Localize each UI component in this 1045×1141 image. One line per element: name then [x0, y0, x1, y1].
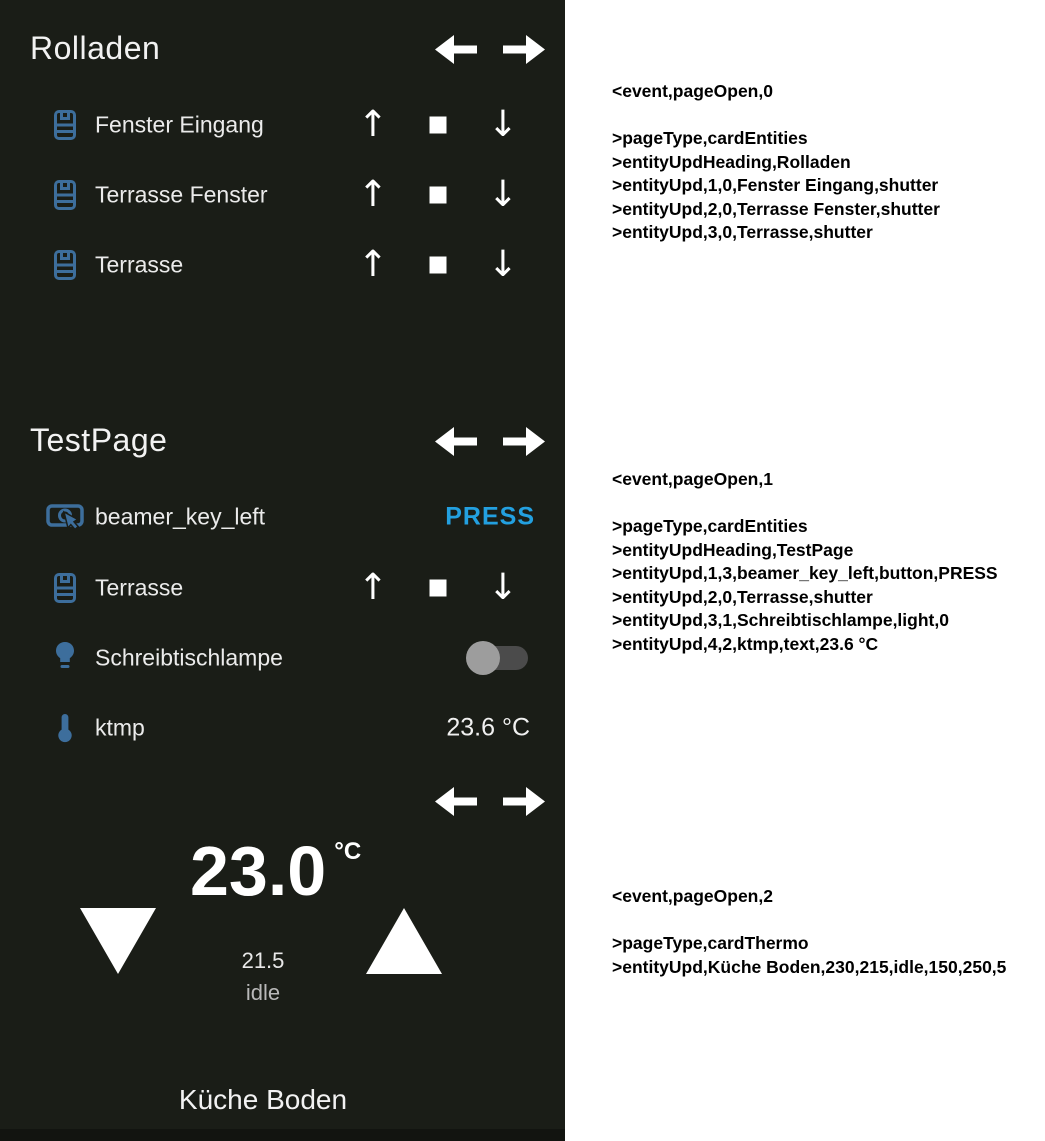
protocol-line: >pageType,cardThermo	[612, 933, 809, 953]
protocol-line: >entityUpd,2,0,Terrasse Fenster,shutter	[612, 198, 940, 219]
entity-label: Terrasse	[95, 251, 184, 278]
protocol-line: >entityUpd,1,0,Fenster Eingang,shutter	[612, 175, 939, 195]
protocol-block-page0	[612, 80, 940, 245]
nav-prev-icon[interactable]	[435, 784, 477, 819]
shutter-up-button[interactable]: ↑	[357, 104, 389, 145]
protocol-line: >entityUpd,Küche Boden,230,215,idle,150,250,5	[612, 956, 1007, 977]
protocol-block-page1	[612, 468, 998, 656]
nav-arrows-rolladen	[435, 32, 545, 67]
entity-label: ktmp	[95, 714, 145, 741]
shutter-stop-button[interactable]	[430, 580, 447, 597]
press-button[interactable]: PRESS	[445, 502, 535, 531]
shutter-up-button[interactable]: ↑	[357, 174, 389, 215]
gesture-tap-button-icon	[45, 497, 85, 537]
protocol-line: >pageType,cardEntities	[612, 516, 808, 536]
entity-label: Terrasse Fenster	[95, 181, 268, 208]
window-shutter-icon	[45, 573, 85, 603]
entity-row	[0, 553, 565, 623]
entity-label: Schreibtischlampe	[95, 644, 283, 671]
protocol-log	[565, 0, 1045, 1141]
window-shutter-icon	[45, 180, 85, 210]
nav-arrows-testpage	[435, 424, 545, 459]
protocol-line: >entityUpd,4,2,ktmp,text,23.6 °C	[612, 633, 879, 654]
protocol-event-line: <event,pageOpen,2	[612, 886, 773, 906]
entity-row	[0, 230, 565, 300]
shutter-stop-button[interactable]	[430, 117, 447, 134]
stop-icon	[430, 187, 447, 204]
nav-arrows-thermo	[435, 784, 545, 819]
page-title-rolladen: Rolladen	[30, 30, 161, 66]
nav-prev-icon[interactable]	[435, 424, 477, 459]
protocol-line: >pageType,cardEntities	[612, 128, 808, 148]
temp-increase-button[interactable]	[366, 908, 442, 974]
protocol-event-line: <event,pageOpen,0	[612, 81, 773, 101]
current-temperature	[190, 832, 362, 910]
nav-next-icon[interactable]	[503, 424, 545, 459]
protocol-line: >entityUpd,2,0,Terrasse,shutter	[612, 586, 873, 607]
light-toggle-off[interactable]	[468, 646, 528, 670]
nav-next-icon[interactable]	[503, 32, 545, 67]
entity-label: beamer_key_left	[95, 503, 266, 530]
shutter-down-button[interactable]: ↓	[487, 174, 519, 215]
shutter-stop-button[interactable]	[430, 257, 447, 274]
stop-icon	[430, 580, 447, 597]
entity-row	[0, 482, 565, 552]
toggle-knob	[466, 641, 500, 675]
entity-row	[0, 90, 565, 160]
protocol-block-page2	[612, 885, 1006, 979]
shutter-down-button[interactable]: ↓	[487, 104, 519, 145]
panel-bottom-strip	[0, 1129, 565, 1141]
window-shutter-icon	[45, 110, 85, 140]
stop-icon	[430, 117, 447, 134]
protocol-line: >entityUpd,3,1,Schreibtischlampe,light,0	[612, 610, 949, 630]
stop-icon	[430, 257, 447, 274]
entity-text-value: 23.6 °C	[446, 713, 530, 742]
thermometer-icon	[45, 713, 85, 743]
protocol-event-line: <event,pageOpen,1	[612, 469, 773, 489]
current-temperature-value: 23.0	[190, 832, 327, 910]
thermostat-title: Küche Boden	[178, 1084, 348, 1115]
entity-row	[0, 693, 565, 763]
lightbulb-icon	[45, 641, 85, 675]
protocol-line: >entityUpd,3,0,Terrasse,shutter	[612, 222, 873, 242]
entity-label: Terrasse	[95, 574, 184, 601]
window-shutter-icon	[45, 250, 85, 280]
shutter-up-button[interactable]: ↑	[357, 244, 389, 285]
entity-row	[0, 160, 565, 230]
temperature-unit: °C	[334, 838, 362, 865]
shutter-down-button[interactable]: ↓	[487, 244, 519, 285]
hvac-state: idle	[245, 980, 281, 1005]
nav-prev-icon[interactable]	[435, 32, 477, 67]
nav-next-icon[interactable]	[503, 784, 545, 819]
entity-label: Fenster Eingang	[95, 111, 264, 138]
target-temperature: 21.5	[241, 948, 285, 973]
shutter-down-button[interactable]: ↓	[487, 567, 519, 608]
entity-row	[0, 623, 565, 693]
page-title-testpage: TestPage	[30, 422, 168, 458]
protocol-line: >entityUpdHeading,Rolladen	[612, 151, 851, 172]
temp-decrease-button[interactable]	[80, 908, 156, 974]
protocol-line: >entityUpd,1,3,beamer_key_left,button,PRESS	[612, 563, 998, 583]
shutter-up-button[interactable]: ↑	[357, 567, 389, 608]
shutter-stop-button[interactable]	[430, 187, 447, 204]
protocol-line: >entityUpdHeading,TestPage	[612, 539, 854, 560]
